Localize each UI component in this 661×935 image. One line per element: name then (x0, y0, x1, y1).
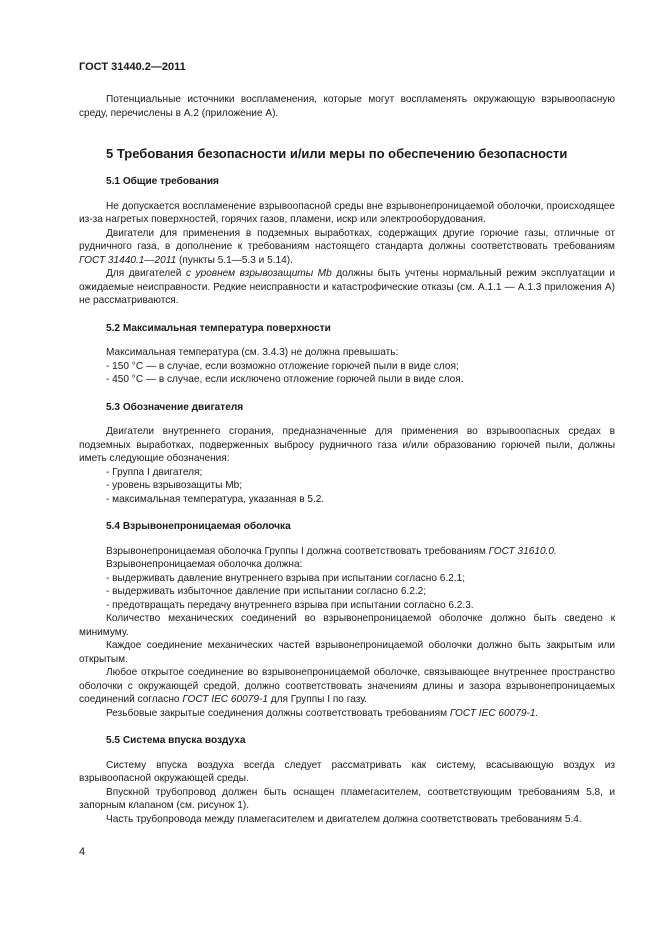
paragraph: Максимальная температура (см. 3.4.3) не должна превышать: (106, 347, 399, 358)
paragraph: Двигатели для применения в подземных выработках, содержащих другие горючие газы, отличные от рудничного газа, в дополнение к требованиям настоящего стандарта должны соответствовать требованиям ГОСТ 31440.1—2011 (пункты 5.1—5.3 и 5.14). (79, 227, 615, 266)
list-item: - максимальная температура, указанная в 5.2. (106, 493, 325, 505)
list-item: - выдерживать избыточное давление при испытании согласно 6.2.2; (106, 586, 427, 597)
standard-reference: ГОСТ IEC 60079-1 (182, 694, 268, 705)
section-5-4-title: 5.4 Взрывонепроницаемая оболочка (106, 521, 291, 532)
list-item: - Группа I двигателя; (106, 466, 203, 478)
list-item: - 150 °C — в случае, если возможно отложение горючей пыли в виде слоя; (106, 360, 459, 372)
paragraph: Впускной трубопровод должен быть оснащен пламегасителем, соответствующим требованиям 5.8, и запорным клапаном (см. рисунок 1). (79, 786, 615, 811)
list-item: - 450 °C — в случае, если исключено отложение горючей пыли в виде слоя. (106, 374, 464, 385)
standard-reference: ГОСТ 31440.1—2011 (79, 254, 177, 266)
section-5-1-title: 5.1 Общие требования (106, 176, 219, 187)
paragraph: Каждое соединение механических частей взрывонепроницаемой оболочки должно быть закрытым или открытым. (79, 640, 615, 665)
standard-reference: ГОСТ 31610.0. (488, 545, 557, 557)
paragraph: Двигатели внутреннего сгорания, предназначенные для применения во взрывоопасных средах в подземных выработках, подверженных выбросу рудничного газа и/или образованию горючей пыли, должны иметь следующие обозначения: (79, 426, 615, 464)
page-number: 4 (79, 846, 86, 858)
paragraph: Взрывонепроницаемая оболочка должна: (106, 559, 303, 570)
paragraph: Взрывонепроницаемая оболочка Группы I должна соответствовать требованиям ГОСТ 31610.0. (106, 545, 557, 557)
document-header: ГОСТ 31440.2—2011 (79, 61, 186, 73)
italic-term: с уровнем взрывозащиты Mb (185, 268, 332, 279)
document-body (79, 93, 615, 826)
list-item: - предотвращать передачу внутреннего взрыва при испытании согласно 6.2.3. (106, 599, 474, 611)
section-5-title: 5 Требования безопасности и/или меры по обеспечению безопасности (106, 146, 568, 161)
paragraph: Систему впуска воздуха всегда следует рассматривать как систему, всасывающую воздух из взрывоопасной окружающей среды. (79, 759, 615, 784)
paragraph: Не допускается воспламенение взрывоопасной среды вне взрывонепроницаемой оболочки, происходящее из-за нагретых поверхностей, горячих газов, пламени, искр или электрооборудования. (79, 200, 615, 225)
paragraph: Любое открытое соединение во взрывонепроницаемой оболочке, связывающее внутреннее пространство оболочки с окружающей средой, должно соответствовать значениям длины и зазора взрывонепроницаемых соединений согласно ГОСТ IEC 60079-1 для Группы I по газу. (79, 667, 615, 705)
paragraph: Часть трубопровода между пламегасителем и двигателем должна соответствовать требованиям 5.4. (106, 813, 582, 825)
paragraph: Для двигателей с уровнем взрывозащиты Mb должны быть учтены нормальный режим эксплуатации и ожидаемые неисправности. Редкие неисправности и катастрофические отказы (см. А.1.1 — А.1.3 приложения А) не рассматриваются. (79, 268, 616, 306)
section-5-2-title: 5.2 Максимальная температура поверхности (106, 322, 331, 334)
section-5-5-title: 5.5 Система впуска воздуха (106, 735, 246, 746)
paragraph: Количество механических соединений во взрывонепроницаемой оболочке должно быть сведено к минимуму. (79, 613, 615, 638)
intro-paragraph: Потенциальные источники воспламенения, которые могут воспламенять окружающую взрывоопасную среду, перечислены в А.2 (приложение А). (79, 94, 615, 119)
list-item: - выдерживать давление внутреннего взрыва при испытании согласно 6.2.1; (106, 572, 466, 584)
section-5-3-title: 5.3 Обозначение двигателя (106, 401, 244, 413)
standard-reference: ГОСТ IEC 60079-1. (449, 707, 539, 719)
list-item: - уровень взрывозащиты Mb; (106, 480, 243, 491)
paragraph: Резьбовые закрытые соединения должны соответствовать требованиям ГОСТ IEC 60079-1. (106, 707, 539, 719)
